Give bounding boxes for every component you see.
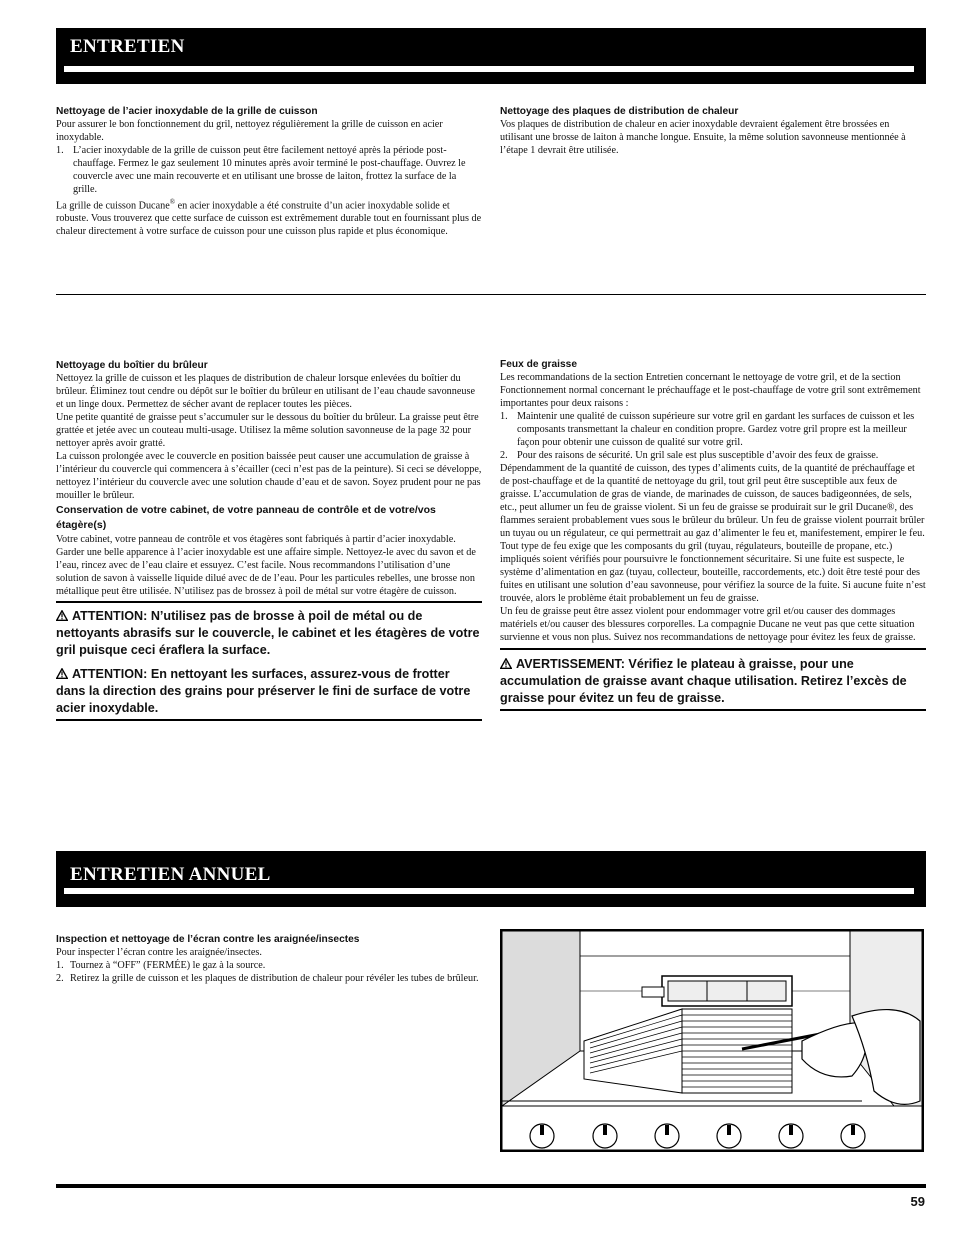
list-item [500, 449, 926, 462]
grill-drawing [502, 931, 922, 1150]
warning-rule [56, 601, 482, 603]
section-heading: Feux de graisse [500, 359, 578, 370]
warning-triangle-icon [500, 658, 512, 669]
divider [56, 294, 926, 295]
warning-block [500, 656, 926, 707]
warning-message: AVERTISSEMENT: Vérifiez le plateau à graisse, pour une accumulation de graisse avant chaque utilisation. Retirez l’excès de graisse pour évitez un feu de graisse. [500, 657, 907, 705]
list-number: 1. [56, 960, 64, 971]
paragraph: Votre cabinet, votre panneau de contrôle et vos étagères sont fabriqués à partir d’acier inoxydable. Garder une belle apparence à l’acier inoxydable est une affaire simple. Nettoyez-le avec du savon et de l’eau, rincez avec de l’eau claire et essuyez. C’est facile. Nous recommandons l’utilisation d’une solution de savon à vaisselle liquide dilué avec de de l’eau. Pour les particules rebelles, une brosse non métallique peut être utilisée. N’utilisez pas de brossez à poil de métal sur votre étagère de cuisson. [56, 534, 476, 597]
section-heading: Conservation de votre cabinet, de votre panneau de contrôle et de votre/vos étagère(s) [56, 504, 436, 531]
warning-message: ATTENTION: En nettoyant les surfaces, assurez-vous de frotter dans la direction des grains pour préserver le fini de surface de votre acier inoxydable. [56, 667, 471, 715]
list-item [56, 972, 482, 985]
paragraph: Nettoyez la grille de cuisson et les plaques de distribution de chaleur lorsque enlevées du boîtier du brûleur. Éliminez tout cendre ou dépôt sur le boîtier du brûleur en utilisant de l’eau chaude savonneuse et un linge doux. Permettez de sécher avant de replacer toutes les pièces. [56, 373, 475, 410]
grease-fire-section [500, 358, 926, 711]
list-number: 1. [56, 145, 64, 156]
section-heading: Nettoyage de l’acier inoxydable de la grille de cuisson [56, 106, 318, 117]
section-title: ENTRETIEN [70, 36, 185, 57]
list-number: 2. [56, 973, 64, 984]
list-item [500, 410, 926, 449]
grill-cleaning-section [56, 105, 482, 238]
steps-list [56, 144, 482, 196]
page-number: 59 [910, 1194, 925, 1209]
heat-plate-cleaning-section [500, 105, 924, 157]
registered-mark: ® [169, 198, 176, 206]
warning-rule [500, 709, 926, 711]
warning-block [56, 608, 482, 717]
footer-rule [56, 1184, 926, 1188]
list-item [56, 144, 482, 196]
list-text: L’acier inoxydable de la grille de cuisson peut être facilement nettoyé après la période post-chauffage. Fermez le gaz seulement 10 minutes après avoir terminé le post-chauffage. Ouvrez le couvercle avec une main recouverte et en utilisant une brosse de laiton, frottez la surface de la grille. [73, 145, 466, 195]
warning-rule [500, 648, 926, 650]
warning-text [56, 608, 482, 659]
section-banner-entretien [56, 28, 926, 84]
list-text: Maintenir une qualité de cuisson supérieure sur votre gril en gardant les surfaces de cuisson et les composants transmettant la chaleur en condition propre. Gardez votre gril propre est la meilleur façon pour obtenir une cuisson de qualité sur votre gril. [517, 411, 915, 448]
paragraph: Tout type de feu exige que les composants du gril (tuyau, régulateurs, bouteille de propane, etc.) impliqués soient vérifiés pour poursuivre le fonctionnement sécuritaire. Si une fuite est suspecte, le système d’alimentation en gaz (tuyau, collecteur, bouteille, raccordements, etc.) doit être testé pour des fuites en utilisant une solution d’eau savonneuse, pour vérifiez la source de la fuite. Si aucune fuite n’est trouvée, alors le problème était probablement un feu de graisse. [500, 541, 926, 604]
banner-rule [64, 66, 914, 72]
paragraph: Pour assurer le bon fonctionnement du gril, nettoyez régulièrement la grille de cuisson en acier inoxydable. [56, 119, 443, 143]
banner-rule [64, 888, 914, 894]
section-banner-entretien-annuel [56, 851, 926, 907]
warning-triangle-icon [56, 668, 68, 679]
steps-list [56, 959, 482, 985]
spider-screen-section [56, 933, 482, 985]
paragraph: La cuisson prolongée avec le couvercle en position baissée peut causer une accumulation de graisse à l’intérieur du couvercle qui commencera à s’écailler (ceci n’est pas de la peinture). Si ceci se développe, nettoyez l’intérieur du couvercle avec une solution chaude d’eau et de savon. Soyez prudent pour ne pas mouiller le brûleur. [56, 451, 482, 501]
reasons-list [500, 410, 926, 462]
list-item [56, 959, 482, 972]
paragraph: Dépendamment de la quantité de cuisson, des types d’aliments cuits, de la quantité de préchauffage et de post-chauffage et de la quantité de nettoyage du gril, tout gril peut être susceptible aux feux de graisse. L’accumulation de gras de viande, de marinades de cuisson, de sauces badigeonnées, de sels, etc., peut allumer un feu de graisse violent. Si un feu de graisse se produirait sur le gril Ducane®, des flammes seraient probablement vues sous le brûleur du brûleur. Un feu de graisse violent pourrait brûler un tuyau ou un régulateur, ce qui permettrait au gaz d’alimenter le feu et, manifestement, empirer le feu. [500, 463, 925, 539]
paragraph: Les recommandations de la section Entretien concernant le nettoyage de votre gril, et de la section Fonctionnement normal concernant le préchauffage et le post-chauffage de votre gril sont extrêmement importantes pour deux raisons : [500, 372, 921, 409]
warning-text [500, 656, 926, 707]
list-text: Tournez à “OFF” (FERMÉE) le gaz à la source. [70, 960, 266, 971]
list-text: Pour des raisons de sécurité. Un gril sale est plus susceptible d’avoir des feux de graisse. [517, 450, 879, 461]
list-text: Retirez la grille de cuisson et les plaques de distribution de chaleur pour révéler les tubes de brûleur. [70, 973, 479, 984]
grill-cleaning-illustration [500, 929, 924, 1152]
paragraph: Pour inspecter l’écran contre les araignée/insectes. [56, 947, 262, 958]
text-run: La grille de cuisson Ducane [56, 200, 170, 212]
list-number: 2. [500, 450, 508, 461]
section-heading: Inspection et nettoyage de l’écran contre les araignée/insectes [56, 934, 360, 945]
section-title: ENTRETIEN ANNUEL [70, 864, 271, 885]
burner-box-cleaning-section [56, 359, 482, 721]
paragraph: Un feu de graisse peut être assez violent pour endommager votre gril et/ou causer des dommages matériels et/ou causer des blessures corporelles. La compagnie Ducane ne veut pas que cette situation survienne et vous non plus. Suivez nos recommandations de nettoyage pour évitez les feux de graisse. [500, 606, 916, 643]
warning-triangle-icon [56, 610, 68, 621]
paragraph: Vos plaques de distribution de chaleur en acier inoxydable devraient également être brossées en utilisant une brosse de laiton à manche longue. Ensuite, la même solution savonneuse mentionnée à l’étape 1 devrait être utilisée. [500, 119, 906, 156]
list-number: 1. [500, 411, 508, 422]
paragraph [56, 196, 482, 238]
warning-rule [56, 719, 482, 721]
warning-text [56, 666, 482, 717]
warning-message: ATTENTION: N’utilisez pas de brosse à poil de métal ou de nettoyants abrasifs sur le couvercle, le cabinet et les étagères de votre gril puisque ceci éraflera la surface. [56, 609, 480, 657]
paragraph: Une petite quantité de graisse peut s’accumuler sur le dessous du boîtier du brûleur. La graisse peut être grattée et jetée avec un couteau multi-usage. Utilisez la même solution savonneuse de la page 32 pour nettoyer après avoir gratté. [56, 412, 479, 449]
text-run: en acier inoxydable a été construite d’un acier inoxydable solide et robuste. Vous trouverez que cette surface de cuisson est extrêmement durable tout en fournissant plus de chaleur directement à votre surface de cuisson pour une cuisson plus rapide et plus économique. [56, 200, 482, 238]
section-heading: Nettoyage du boîtier du brûleur [56, 360, 208, 371]
section-heading: Nettoyage des plaques de distribution de chaleur [500, 106, 739, 117]
